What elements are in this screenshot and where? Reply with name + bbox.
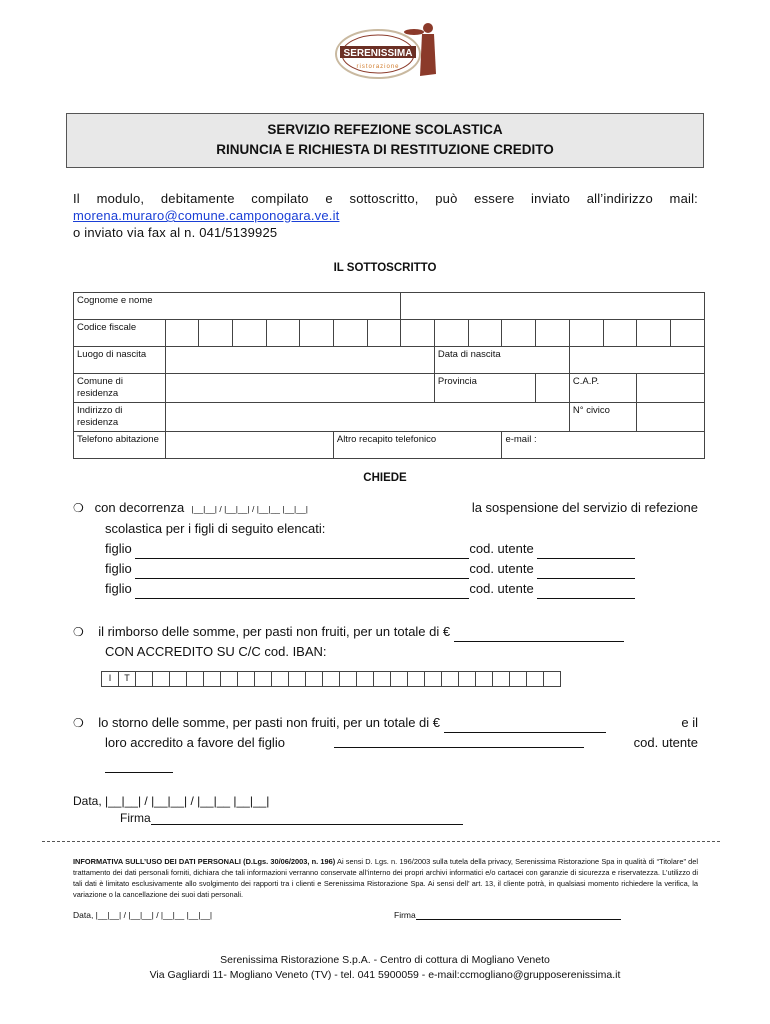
- iban-cell[interactable]: [136, 672, 153, 687]
- firma-input[interactable]: [151, 810, 463, 825]
- iban-cell[interactable]: [323, 672, 340, 687]
- iban-cell[interactable]: [408, 672, 425, 687]
- iban-cell[interactable]: [510, 672, 527, 687]
- provincia-field[interactable]: [536, 374, 570, 403]
- cf-cell[interactable]: [232, 320, 266, 347]
- iban-cell[interactable]: [357, 672, 374, 687]
- iban-cell[interactable]: I: [102, 672, 119, 687]
- figlio-1-input[interactable]: [135, 544, 469, 559]
- firma-label: Firma: [120, 811, 151, 825]
- cf-cell[interactable]: [401, 320, 435, 347]
- privacy-firma-row: [394, 910, 621, 920]
- iban-cell[interactable]: [476, 672, 493, 687]
- cf-cell[interactable]: [333, 320, 367, 347]
- serenissima-logo: [330, 14, 450, 84]
- figlio-2-input[interactable]: [135, 564, 469, 579]
- opt1-start: con decorrenza: [94, 500, 185, 515]
- cap-label: C.A.P.: [569, 374, 637, 403]
- email-field-label[interactable]: e-mail :: [502, 432, 705, 459]
- opt3-e: e il: [681, 715, 698, 730]
- cf-cell[interactable]: [199, 320, 233, 347]
- sottoscritto-heading: IL SOTTOSCRITTO: [333, 262, 437, 274]
- chiede-heading: CHIEDE: [363, 472, 407, 484]
- cap-field[interactable]: [637, 374, 705, 403]
- iban-cell[interactable]: [204, 672, 221, 687]
- civico-field[interactable]: [637, 403, 705, 432]
- luogo-field[interactable]: [165, 347, 434, 374]
- iban-cell[interactable]: T: [119, 672, 136, 687]
- storno-figlio-input[interactable]: [334, 733, 584, 748]
- opt1-line2: scolastica per i figli di seguito elencati:: [105, 521, 326, 536]
- cf-cell[interactable]: [671, 320, 705, 347]
- provincia-label: Provincia: [434, 374, 535, 403]
- intro-text: [73, 190, 698, 241]
- cf-cell[interactable]: [434, 320, 468, 347]
- cod-label: cod. utente: [469, 541, 534, 556]
- civico-label: N° civico: [569, 403, 637, 432]
- opt2-line2: CON ACCREDITO SU C/C cod. IBAN:: [105, 644, 327, 659]
- footer: [0, 953, 770, 983]
- iban-cell[interactable]: [153, 672, 170, 687]
- checkbox-circle-icon[interactable]: ❍: [73, 501, 84, 515]
- iban-grid: [101, 671, 561, 687]
- cf-cell[interactable]: [468, 320, 502, 347]
- cut-line: [42, 841, 720, 842]
- logo-brand: SERENISSIMA: [343, 48, 413, 59]
- opt3-cod: cod. utente: [633, 735, 698, 750]
- checkbox-circle-icon[interactable]: ❍: [73, 716, 84, 730]
- firma-row: [120, 810, 463, 825]
- cf-cell[interactable]: [569, 320, 603, 347]
- altro-recapito-label: Altro recapito telefonico: [333, 432, 502, 459]
- email-link[interactable]: morena.muraro@comune.camponogara.ve.it: [73, 208, 340, 223]
- option-sospensione: [73, 498, 698, 599]
- telefono-field[interactable]: [165, 432, 333, 459]
- intro-line1: Il modulo, debitamente compilato e sottoscritto, può essere inviato all’indirizzo mail:: [73, 191, 698, 206]
- privacy-info: [73, 856, 698, 900]
- title-line2: RINUNCIA E RICHIESTA DI RESTITUZIONE CREDITO: [216, 142, 554, 157]
- cod-label: cod. utente: [469, 561, 534, 576]
- figlio-label: figlio: [105, 581, 132, 596]
- opt1-date[interactable]: |__|__| / |__|__| / |__|__ |__|__|: [191, 504, 308, 514]
- opt2-line1: il rimborso delle somme, per pasti non fruiti, per un totale di €: [98, 624, 451, 639]
- iban-cell[interactable]: [442, 672, 459, 687]
- footer-line2: Via Gagliardi 11- Mogliano Veneto (TV) - tel. 041 5900059 - e-mail:ccmogliano@grupposerenissima.it: [149, 969, 621, 981]
- iban-cell[interactable]: [306, 672, 323, 687]
- storno-cod-input[interactable]: [105, 758, 173, 773]
- indirizzo-label: Indirizzo di residenza: [74, 403, 166, 432]
- logo-tagline: ristorazione: [356, 64, 400, 70]
- opt1-end: la sospensione del servizio di refezione: [471, 500, 698, 515]
- title-line1: SERVIZIO REFEZIONE SCOLASTICA: [267, 122, 503, 137]
- figlio-3-input[interactable]: [135, 584, 469, 599]
- comune-label: Comune di residenza: [74, 374, 166, 403]
- iban-cell[interactable]: [221, 672, 238, 687]
- iban-cell[interactable]: [340, 672, 357, 687]
- cod-2-input[interactable]: [537, 564, 635, 579]
- luogo-label: Luogo di nascita: [74, 347, 166, 374]
- checkbox-circle-icon[interactable]: ❍: [73, 625, 84, 639]
- opt3-line1: lo storno delle somme, per pasti non fruiti, per un totale di €: [98, 715, 441, 730]
- data-nascita-label: Data di nascita: [434, 347, 569, 374]
- indirizzo-field[interactable]: [165, 403, 569, 432]
- sottoscritto-table: [73, 292, 705, 459]
- cognome-label: Cognome e nome: [74, 293, 401, 320]
- rimborso-amount-input[interactable]: [454, 627, 624, 642]
- privacy-data[interactable]: Data, |__|__| / |__|__| / |__|__ |__|__|: [73, 910, 213, 920]
- opt3-line2: loro accredito a favore del figlio: [105, 735, 285, 750]
- codice-label: Codice fiscale: [74, 320, 166, 347]
- cod-1-input[interactable]: [537, 544, 635, 559]
- cf-cell[interactable]: [502, 320, 536, 347]
- cognome-field[interactable]: [401, 293, 705, 320]
- footer-line1: Serenissima Ristorazione S.p.A. - Centro di cottura di Mogliano Veneto: [220, 954, 550, 966]
- cf-cell[interactable]: [367, 320, 401, 347]
- privacy-title: INFORMATIVA SULL’USO DEI DATI PERSONALI (D.Lgs. 30/06/2003, n. 196): [73, 857, 336, 866]
- figlio-label: figlio: [105, 561, 132, 576]
- cf-cell[interactable]: [300, 320, 334, 347]
- cf-cell[interactable]: [536, 320, 570, 347]
- comune-field[interactable]: [165, 374, 434, 403]
- iban-cell[interactable]: [255, 672, 272, 687]
- iban-cell[interactable]: [391, 672, 408, 687]
- iban-cell[interactable]: [459, 672, 476, 687]
- title-box: [66, 113, 704, 168]
- cf-cell[interactable]: [637, 320, 671, 347]
- data-nascita-field[interactable]: [569, 347, 704, 374]
- privacy-firma-input[interactable]: [416, 910, 621, 920]
- data-field[interactable]: Data, |__|__| / |__|__| / |__|__ |__|__|: [73, 794, 270, 808]
- cf-cell[interactable]: [165, 320, 199, 347]
- iban-cell[interactable]: [289, 672, 306, 687]
- cod-3-input[interactable]: [537, 584, 635, 599]
- privacy-body: Ai sensi D. Lgs. n. 196/2003 sulla tutela della privacy, Serenissima Ristorazione Spa in qualità di “Titolare” del trattamento dei dati personali forniti, dichiara che tali informazioni verranno conservate all’interno dei propri archivi informatici e/o cartacei con garanzie di sicurezza e riservatezza. L’utilizzo di tali dati è limitato esclusivamente allo svolgimento dei rapporti tra i clienti e Serenissima Ristorazione Spa. Ai sensi dell’ art. 13, il cliente potrà, in qualsiasi momento richiedere la verifica, la variazione o la cancellazione dei suoi dati personali.: [73, 857, 698, 899]
- iban-cell[interactable]: [238, 672, 255, 687]
- iban-cell[interactable]: [544, 672, 561, 687]
- cf-cell[interactable]: [266, 320, 300, 347]
- iban-cell[interactable]: [425, 672, 442, 687]
- iban-cell[interactable]: [170, 672, 187, 687]
- cf-cell[interactable]: [603, 320, 637, 347]
- iban-cell[interactable]: [187, 672, 204, 687]
- privacy-firma-label: Firma: [394, 910, 416, 920]
- figlio-label: figlio: [105, 541, 132, 556]
- iban-cell[interactable]: [272, 672, 289, 687]
- iban-cell[interactable]: [527, 672, 544, 687]
- waiter-figure: [420, 34, 436, 76]
- intro-fax: o inviato via fax al n. 041/5139925: [73, 225, 278, 240]
- iban-cell[interactable]: [493, 672, 510, 687]
- iban-cell[interactable]: [374, 672, 391, 687]
- option-storno: [73, 713, 698, 773]
- cod-label: cod. utente: [469, 581, 534, 596]
- telefono-label: Telefono abitazione: [74, 432, 166, 459]
- option-rimborso: [73, 622, 698, 662]
- storno-amount-input[interactable]: [444, 718, 606, 733]
